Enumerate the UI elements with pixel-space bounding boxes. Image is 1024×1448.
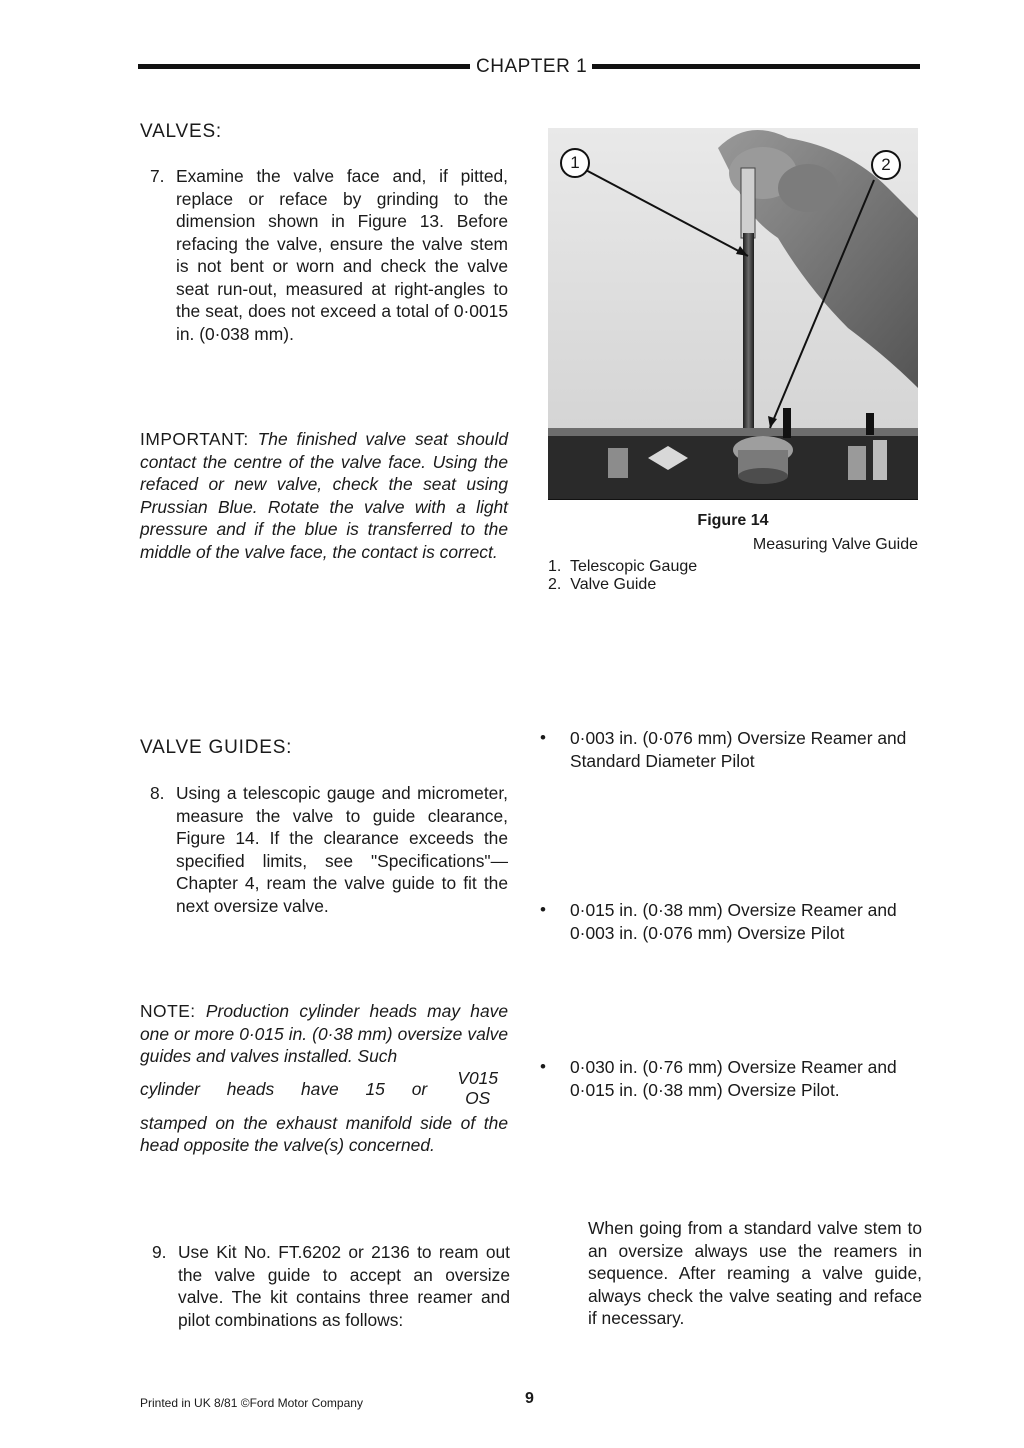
figure-legend-item-1: 1. Telescopic Gauge: [548, 558, 698, 575]
stamp-marking: [457, 1068, 498, 1108]
bullet-dot: •: [540, 900, 546, 919]
figure-14-illustration: [548, 128, 918, 500]
note-text-mid: cylinder heads have 15 or: [140, 1079, 428, 1100]
chapter-title: CHAPTER 1: [476, 56, 588, 77]
bullet-item: [540, 899, 922, 944]
figure-callout-2: 2: [871, 150, 901, 180]
stamp-bottom: OS: [465, 1087, 491, 1108]
step-7-text: Examine the valve face and, if pitted, replace or reface by grinding to the dimension shown in Figure 13. Before refacing the valve, ensure the valve stem is not bent or worn and check the valve seat run-out, measured at right-angles to the seat, does not exceed a total of 0·0015 in. (0·038 mm).: [176, 166, 508, 344]
figure-14-photo: [548, 128, 918, 500]
figure-caption-title: Figure 14: [697, 512, 769, 529]
printed-notice: Printed in UK 8/81 ©Ford Motor Company: [140, 1396, 363, 1410]
step-9-text: Use Kit No. FT.6202 or 2136 to ream out the valve guide to accept an oversize valve. The kit contains three reamer and pilot combinations as follows:: [178, 1242, 510, 1330]
bullet-text: 0·003 in. (0·076 mm) Oversize Reamer and Standard Diameter Pilot: [570, 728, 907, 771]
bullet-text: 0·015 in. (0·38 mm) Oversize Reamer and 0·003 in. (0·076 mm) Oversize Pilot: [570, 900, 897, 943]
note-line-1: [140, 1000, 508, 1068]
bullet-dot: •: [540, 728, 546, 747]
important-text: The finished valve seat should contact the centre of the valve face. Using the refaced or new valve, check the seat using Prussian Blue. Rotate the valve with a light pressure and if the blue is transferred to the middle of the valve face, the contact is correct.: [140, 429, 508, 562]
figure-callout-1: 1: [560, 148, 590, 178]
bullet-item: [540, 1056, 922, 1101]
production-note: [140, 1000, 508, 1157]
header-rule-right: [592, 64, 920, 69]
page-number: 9: [525, 1390, 534, 1407]
bullet-text: 0·030 in. (0·76 mm) Oversize Reamer and 0·015 in. (0·38 mm) Oversize Pilot.: [570, 1057, 897, 1100]
important-label: IMPORTANT:: [140, 429, 249, 449]
step-9: [152, 1241, 510, 1331]
valves-heading: VALVES:: [140, 121, 222, 142]
bullet-dot: •: [540, 1057, 546, 1076]
step-8-number: 8.: [150, 783, 165, 803]
stamp-top: V015: [457, 1067, 498, 1088]
step-8: [150, 782, 508, 917]
step-9-number: 9.: [152, 1242, 167, 1262]
bullet-item: [540, 727, 922, 772]
note-line-stamp: [140, 1067, 508, 1110]
reaming-sequence-note: When going from a standard valve stem to an oversize always use the reamers in sequence. After reaming a valve guide, always check the valve seating and reface if necessary.: [588, 1218, 922, 1328]
header-rule-left: [138, 64, 470, 69]
step-7-number: 7.: [150, 166, 165, 186]
note-text-before: Production cylinder heads may have one or more 0·015 in. (0·38 mm) oversize valve guides and valves installed. Such: [140, 1001, 508, 1066]
note-label: NOTE:: [140, 1001, 196, 1021]
figure-caption-subtitle: Measuring Valve Guide: [752, 536, 918, 553]
step-7: [150, 165, 508, 345]
step-8-text: Using a telescopic gauge and micrometer, measure the valve to guide clearance, Figure 14. If the clearance exceeds the specified limits, see "Specifications"—Chapter 4, ream the valve guide to fit the next oversize valve.: [176, 783, 508, 916]
figure-legend-item-2: 2. Valve Guide: [548, 576, 657, 593]
note-text-after: stamped on the exhaust manifold side of the head opposite the valve(s) concerned.: [140, 1112, 508, 1155]
valve-guides-heading: VALVE GUIDES:: [140, 737, 293, 758]
important-note: [140, 428, 508, 563]
